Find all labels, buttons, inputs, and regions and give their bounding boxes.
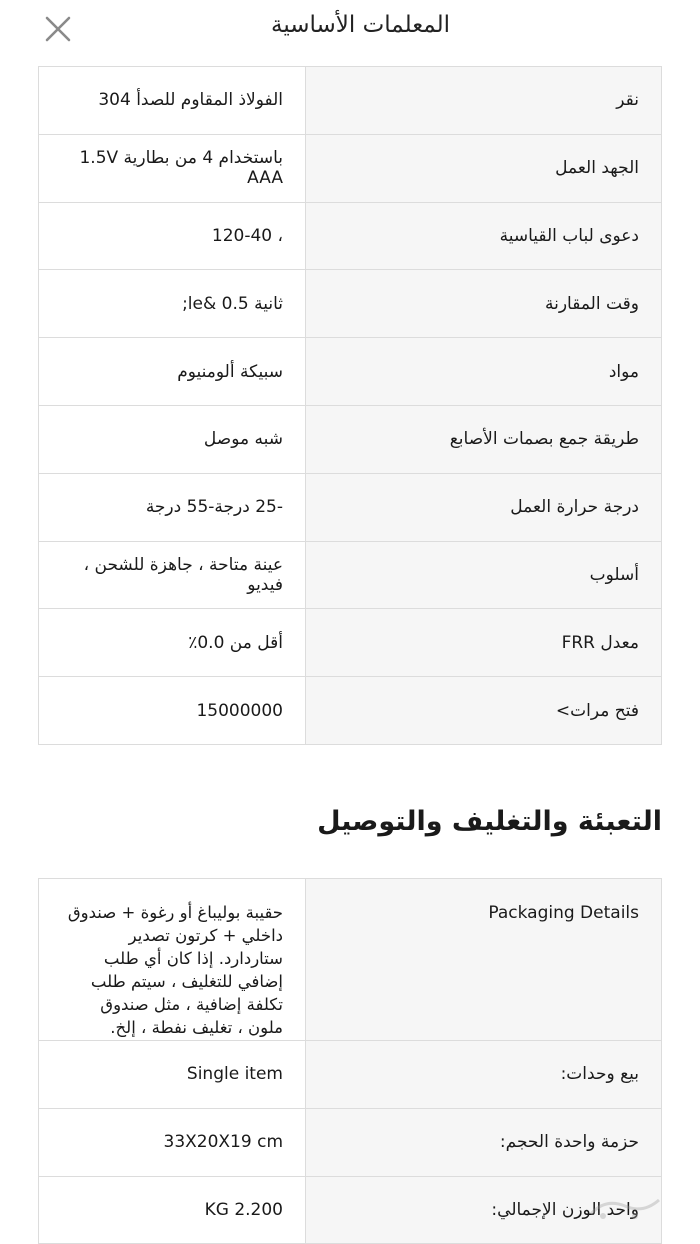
- table-row: [39, 879, 662, 1041]
- spec-key: درجة حرارة العمل: [306, 473, 662, 541]
- spec-value: -25 درجة-55 درجة: [39, 473, 306, 541]
- table-row: [39, 1176, 662, 1244]
- spec-key: معدل FRR: [306, 609, 662, 677]
- spec-key: دعوى لباب القياسية: [306, 202, 662, 270]
- spec-value: 33X20X19 cm: [39, 1108, 306, 1176]
- spec-key: وقت المقارنة: [306, 270, 662, 338]
- table-row: [39, 338, 662, 406]
- spec-key: فتح مرات>: [306, 677, 662, 745]
- spec-key: طريقة جمع بصمات الأصابع: [306, 405, 662, 473]
- spec-value: باستخدام 4 من بطارية 1.5V AAA: [39, 134, 306, 202]
- page-title: المعلمات الأساسية: [270, 12, 450, 38]
- spec-key: واحد الوزن الإجمالي:: [306, 1176, 662, 1244]
- spec-key: Packaging Details: [306, 879, 662, 1041]
- table-row: [39, 405, 662, 473]
- spec-value: عينة متاحة ، جاهزة للشحن ، فيديو: [39, 541, 306, 609]
- spec-value: ، 120-40: [39, 202, 306, 270]
- spec-value: أقل من 0.0٪: [39, 609, 306, 677]
- spec-key: مواد: [306, 338, 662, 406]
- table-row: [39, 1108, 662, 1176]
- spec-key: الجهد العمل: [306, 134, 662, 202]
- spec-value: 2.200 KG: [39, 1176, 306, 1244]
- spec-value: شبه موصل: [39, 405, 306, 473]
- table-row: [39, 1041, 662, 1109]
- spec-key: بيع وحدات:: [306, 1041, 662, 1109]
- close-button[interactable]: [38, 10, 78, 50]
- spec-value: سبيكة ألومنيوم: [39, 338, 306, 406]
- table-row: [39, 677, 662, 745]
- packaging-section-title: التعبئة والتغليف والتوصيل: [317, 806, 662, 837]
- spec-value: 15000000: [39, 677, 306, 745]
- spec-key: حزمة واحدة الحجم:: [306, 1108, 662, 1176]
- table-row: [39, 134, 662, 202]
- spec-key: نقر: [306, 67, 662, 135]
- spec-value: حقيبة بوليباغ أو رغوة + صندوق داخلي + كرتون تصدير ستاردارد. إذا كان أي طلب إضافي للتغليف ، سيتم طلب تكلفة إضافية ، مثل صندوق ملون ، تغليف نفطة ، إلخ.: [39, 879, 306, 1041]
- spec-value: ثانية 0.5 &le;: [39, 270, 306, 338]
- table-row: [39, 541, 662, 609]
- close-icon: [38, 10, 78, 50]
- spec-value: الفولاذ المقاوم للصدأ 304: [39, 67, 306, 135]
- table-row: [39, 473, 662, 541]
- spec-key: أسلوب: [306, 541, 662, 609]
- spec-value: Single item: [39, 1041, 306, 1109]
- basic-parameters-table: [38, 66, 662, 745]
- watermark-logo-icon: [585, 1192, 665, 1222]
- table-row: [39, 270, 662, 338]
- table-row: [39, 67, 662, 135]
- packaging-table: [38, 878, 662, 1244]
- table-row: [39, 609, 662, 677]
- table-row: [39, 202, 662, 270]
- top-bar: [0, 0, 700, 58]
